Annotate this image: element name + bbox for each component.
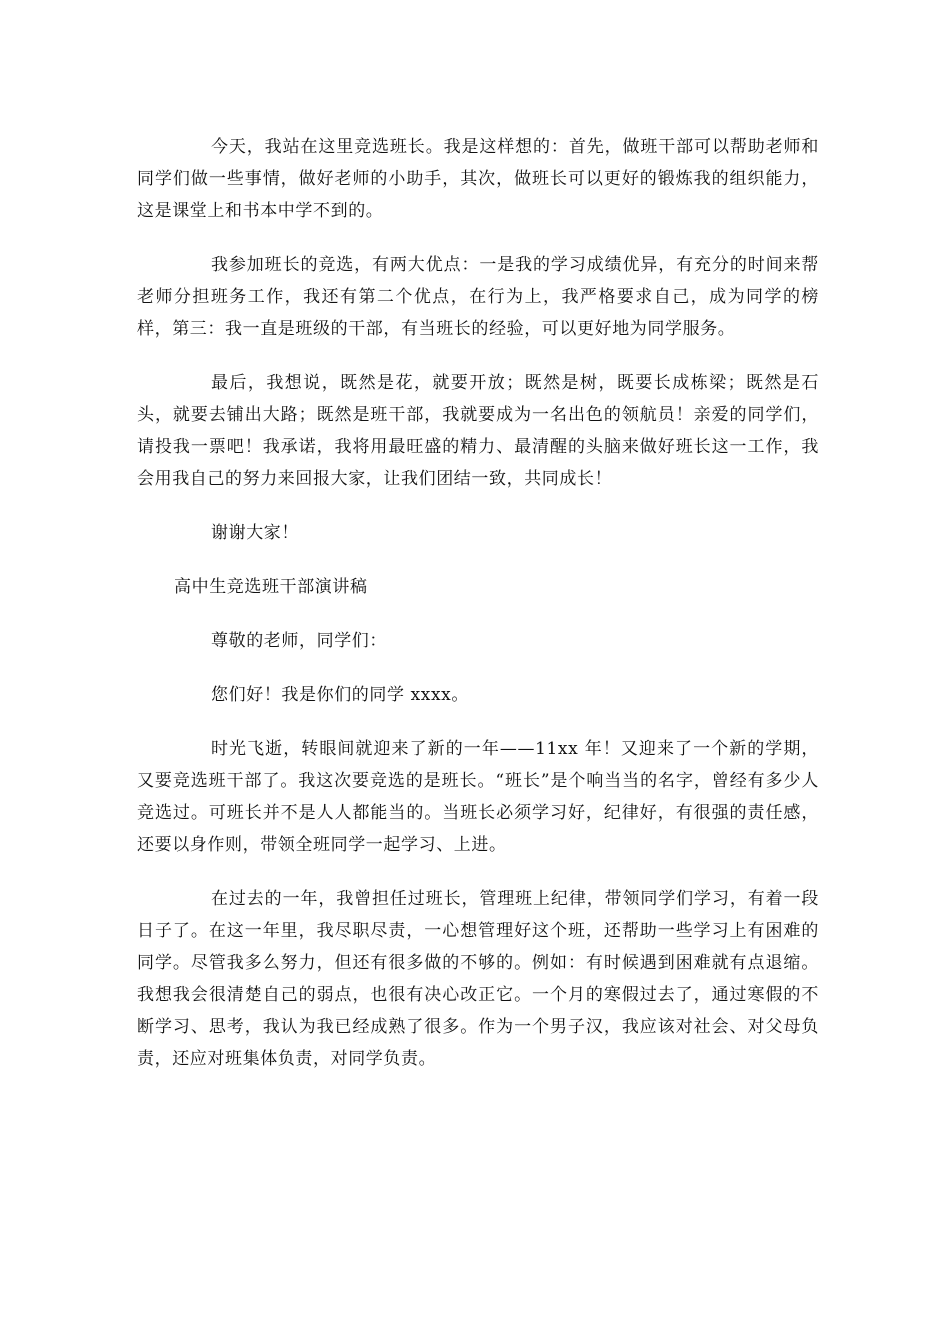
paragraph-thanks: 谢谢大家！ xyxy=(211,523,299,543)
greeting-line: 尊敬的老师，同学们： xyxy=(211,631,387,651)
paragraph-closing: 最后，我想说，既然是花，就要开放；既然是树，既要长成栋梁；既然是石头，就要去铺出大路；既然是班干部，我就要成为一名出色的领航员！亲爱的同学们，请投我一票吧！我承诺，我将用最旺盛的精力、最清醒的头脑来做好班长这一工作，我会用我自己的努力来回报大家，让我们团结一致，共同成长！ xyxy=(137,373,819,489)
paragraph-advantages: 我参加班长的竞选，有两大优点：一是我的学习成绩优异，有充分的时间来帮老师分担班务工作，我还有第二个优点，在行为上，我严格要求自己，成为同学的榜样，第三：我一直是班级的干部，有当班长的经验，可以更好地为同学服务。 xyxy=(137,255,819,339)
paragraph-campaign-reason: 今天，我站在这里竞选班长。我是这样想的：首先，做班干部可以帮助老师和同学们做一些事情，做好老师的小助手，其次，做班长可以更好的锻炼我的组织能力，这是课堂上和书本中学不到的。 xyxy=(137,137,819,221)
intro-line: 您们好！我是你们的同学 xxxx。 xyxy=(211,685,469,705)
section-title: 高中生竞选班干部演讲稿 xyxy=(174,577,368,597)
paragraph-past-year: 在过去的一年，我曾担任过班长，管理班上纪律，带领同学们学习，有着一段日子了。在这一年里，我尽职尽责，一心想管理好这个班，还帮助一些学习上有困难的同学。尽管我多么努力，但还有很多做的不够的。例如：有时候遇到困难就有点退缩。我想我会很清楚自己的弱点，也很有决心改正它。一个月的寒假过去了，通过寒假的不断学习、思考，我认为我已经成熟了很多。作为一个男子汉，我应该对社会、对父母负责，还应对班集体负责，对同学负责。 xyxy=(137,889,819,1069)
paragraph-new-term: 时光飞逝，转眼间就迎来了新的一年——11xx 年！又迎来了一个新的学期，又要竞选班干部了。我这次要竞选的是班长。“班长”是个响当当的名字，曾经有多少人竞选过。可班长并不是人人都能当的。当班长必须学习好，纪律好，有很强的责任感，还要以身作则，带领全班同学一起学习、上进。 xyxy=(137,739,819,855)
document-body xyxy=(137,131,819,1075)
